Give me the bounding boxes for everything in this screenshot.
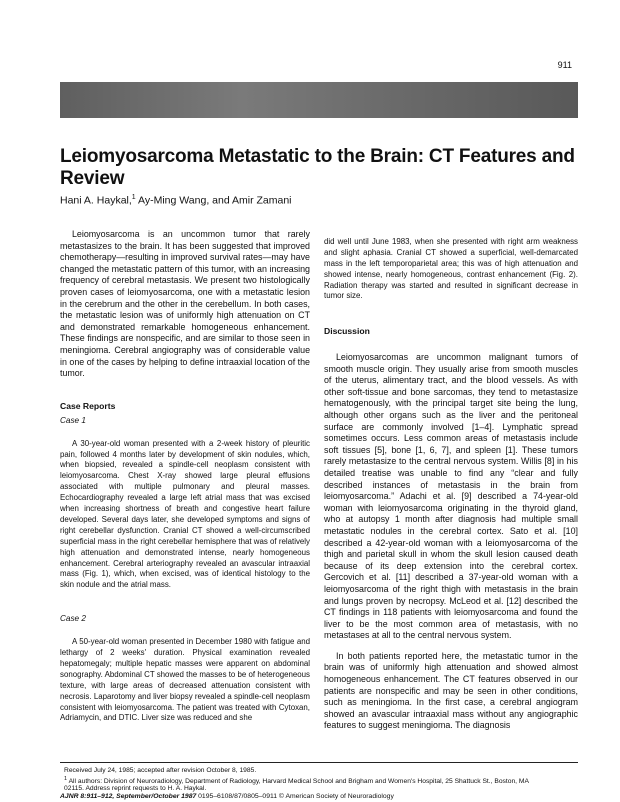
footnote-reprint: 02115. Address reprint requests to H. A. Haykal. [64,785,207,792]
header-band [60,82,578,118]
discussion-heading: Discussion [324,326,370,337]
author-line [60,194,580,207]
article-title: Leiomyosarcoma Metastatic to the Brain: CT Features and Review [60,146,575,189]
journal-copyright: 0195–6108/87/0805–0911 © American Society of Neuroradiology [196,793,394,800]
journal-citation [60,793,578,800]
other-authors: Ay-Ming Wang, and Amir Zamani [135,194,292,207]
discussion-paragraph-2: In both patients reported here, the metastatic tumor in the brain was of uniformly high attenuation and showed almost homogeneous enhancement. The CT features observed in our patients are nonspecific and may be seen in other conditions, such as meningioma. In the first case, a cerebral angiogram showed an avascular intraaxial mass without any angiographic features to suggest meningioma. The diagnosis [324,650,578,731]
journal-reference: AJNR 8:911–912, September/October 1987 [60,793,197,800]
first-author: Hani A. Haykal, [60,194,132,207]
affiliation-marker: 1 [64,776,68,782]
page-number: 911 [557,60,572,70]
case2-continued-text: did well until June 1983, when she presented with right arm weakness and slight aphasia. Cranial CT showed a superficial, well-demarcated mass in the left temporoparietal area; this was of high attenuation and showed intense, nearly homogeneous, contrast enhancement (Fig. 2). Radiation therapy was started and resulted in significant decrease in tumor size. [324,236,578,301]
footnote-received: Received July 24, 1985; accepted after revision October 8, 1985. [64,767,257,774]
abstract: Leiomyosarcoma is an uncommon tumor that rarely metastasizes to the brain. It has been suggested that improved chemotherapy—resulting in improved survival rates—may have changed the metastatic pattern of this tumor, with an increasing frequency of cerebral metastasis. We present two histologically proven cases of leiomyosarcoma, one with a metastatic lesion in the cerebrum and the other in the cerebellum. In both cases, the metastatic lesion was of uniformly high attenuation on CT and demonstrated remarkable homogeneous enhancement. These findings are nonspecific, and are similar to those seen in meningioma. Cerebral angiography was of considerable value in one of the cases by helping to define intraaxial location of the tumor. [60,229,310,379]
case2-heading: Case 2 [60,614,86,624]
discussion-paragraph-1: Leiomyosarcomas are uncommon malignant tumors of smooth muscle origin. They usually arise from smooth muscles of the uterus, alimentary tract, and the blood vessels. As with other soft-tissue and bone sarcomas, they tend to metastasize hematogenously, with the principal target site being the lung, although other organs such as the liver and the peritoneal surface are commonly involved [1–4]. Lymphatic spread sometimes occurs. Less common areas of metastasis include soft tissues [5], bone [1, 6, 7], and spleen [1]. These tumors rarely metastasize to the central nervous system. Willis [8] in his detailed treatise was unable to find any “clear and fully described instances of metastasis in the brain from leiomyosarcoma.” Adachi et al. [9] described a 74-year-old woman with leiomyosarcoma originating in the thyroid gland, who at autopsy 1 month after diagnosis had multiple small metastatic nodules in the cerebral cortex. Sato et al. [10] described a 42-year-old woman with a leiomyosarcoma of the thigh and parietal skull in whom the skull lesion caused death because of its deep extension into the cerebral cortex. Gercovich et al. [11] described a 37-year-old woman with a leiomyosarcoma of the right thigh with metastasis in the brain and lungs proven by necropsy. McLeod et al. [12] described the CT findings in 118 patients with leiomyosarcoma and found the liver to be the most common area of metastasis, with no metastases at all to the central nervous system. [324,352,578,641]
right-column [324,229,578,741]
case1-text: A 30-year-old woman presented with a 2-week history of pleuritic pain, followed 4 months later by development of skin nodules, which, when biopsied, revealed a spindle-cell neoplasm consistent with leiomyosarcoma. Chest X-ray showed large pleural effusions associated with multiple pulmonary and pleural masses. Echocardiography revealed a large left atrial mass that was excised when increasing shortness of breath and congestive heart failure developed. Several days later, she developed symptoms and signs of right cerebellar dysfunction. Cranial CT showed a well-circumscribed superficial mass in the right cerebellar hemisphere that was of relatively high attenuation and demonstrated intense, nearly homogeneous enhancement. Cerebral arteriography revealed an avascular intraaxial mass (Fig. 1), which, when excised, was of identical histology to the skin nodule and the atrial mass. [60,438,310,590]
footnote-divider [60,762,578,763]
affiliation-text: All authors: Division of Neuroradiology, Department of Radiology, Harvard Medical School and Brigham and Women's Hospital, 25 Shattuck St., Boston, MA [67,778,529,786]
left-column [60,229,310,732]
case-reports-heading: Case Reports [60,400,116,411]
case1-heading: Case 1 [60,415,86,425]
author-footnote-marker: 1 [131,194,136,201]
case2-text: A 50-year-old woman presented in December 1980 with fatigue and lethargy of 2 weeks' duration. Physical examination revealed hepatomegaly; multiple hepatic masses were apparent on abdominal sonography. Abdominal CT showed the masses to be of heterogeneous texture, with large areas of decreased attenuation consistent with necrosis. Laparotomy and liver biopsy revealed a spindle-cell neoplasm consistent with leiomyosarcoma. The patient was treated with Cytoxan, Adriamycin, and DTIC. Liver size was reduced and she [60,637,310,723]
